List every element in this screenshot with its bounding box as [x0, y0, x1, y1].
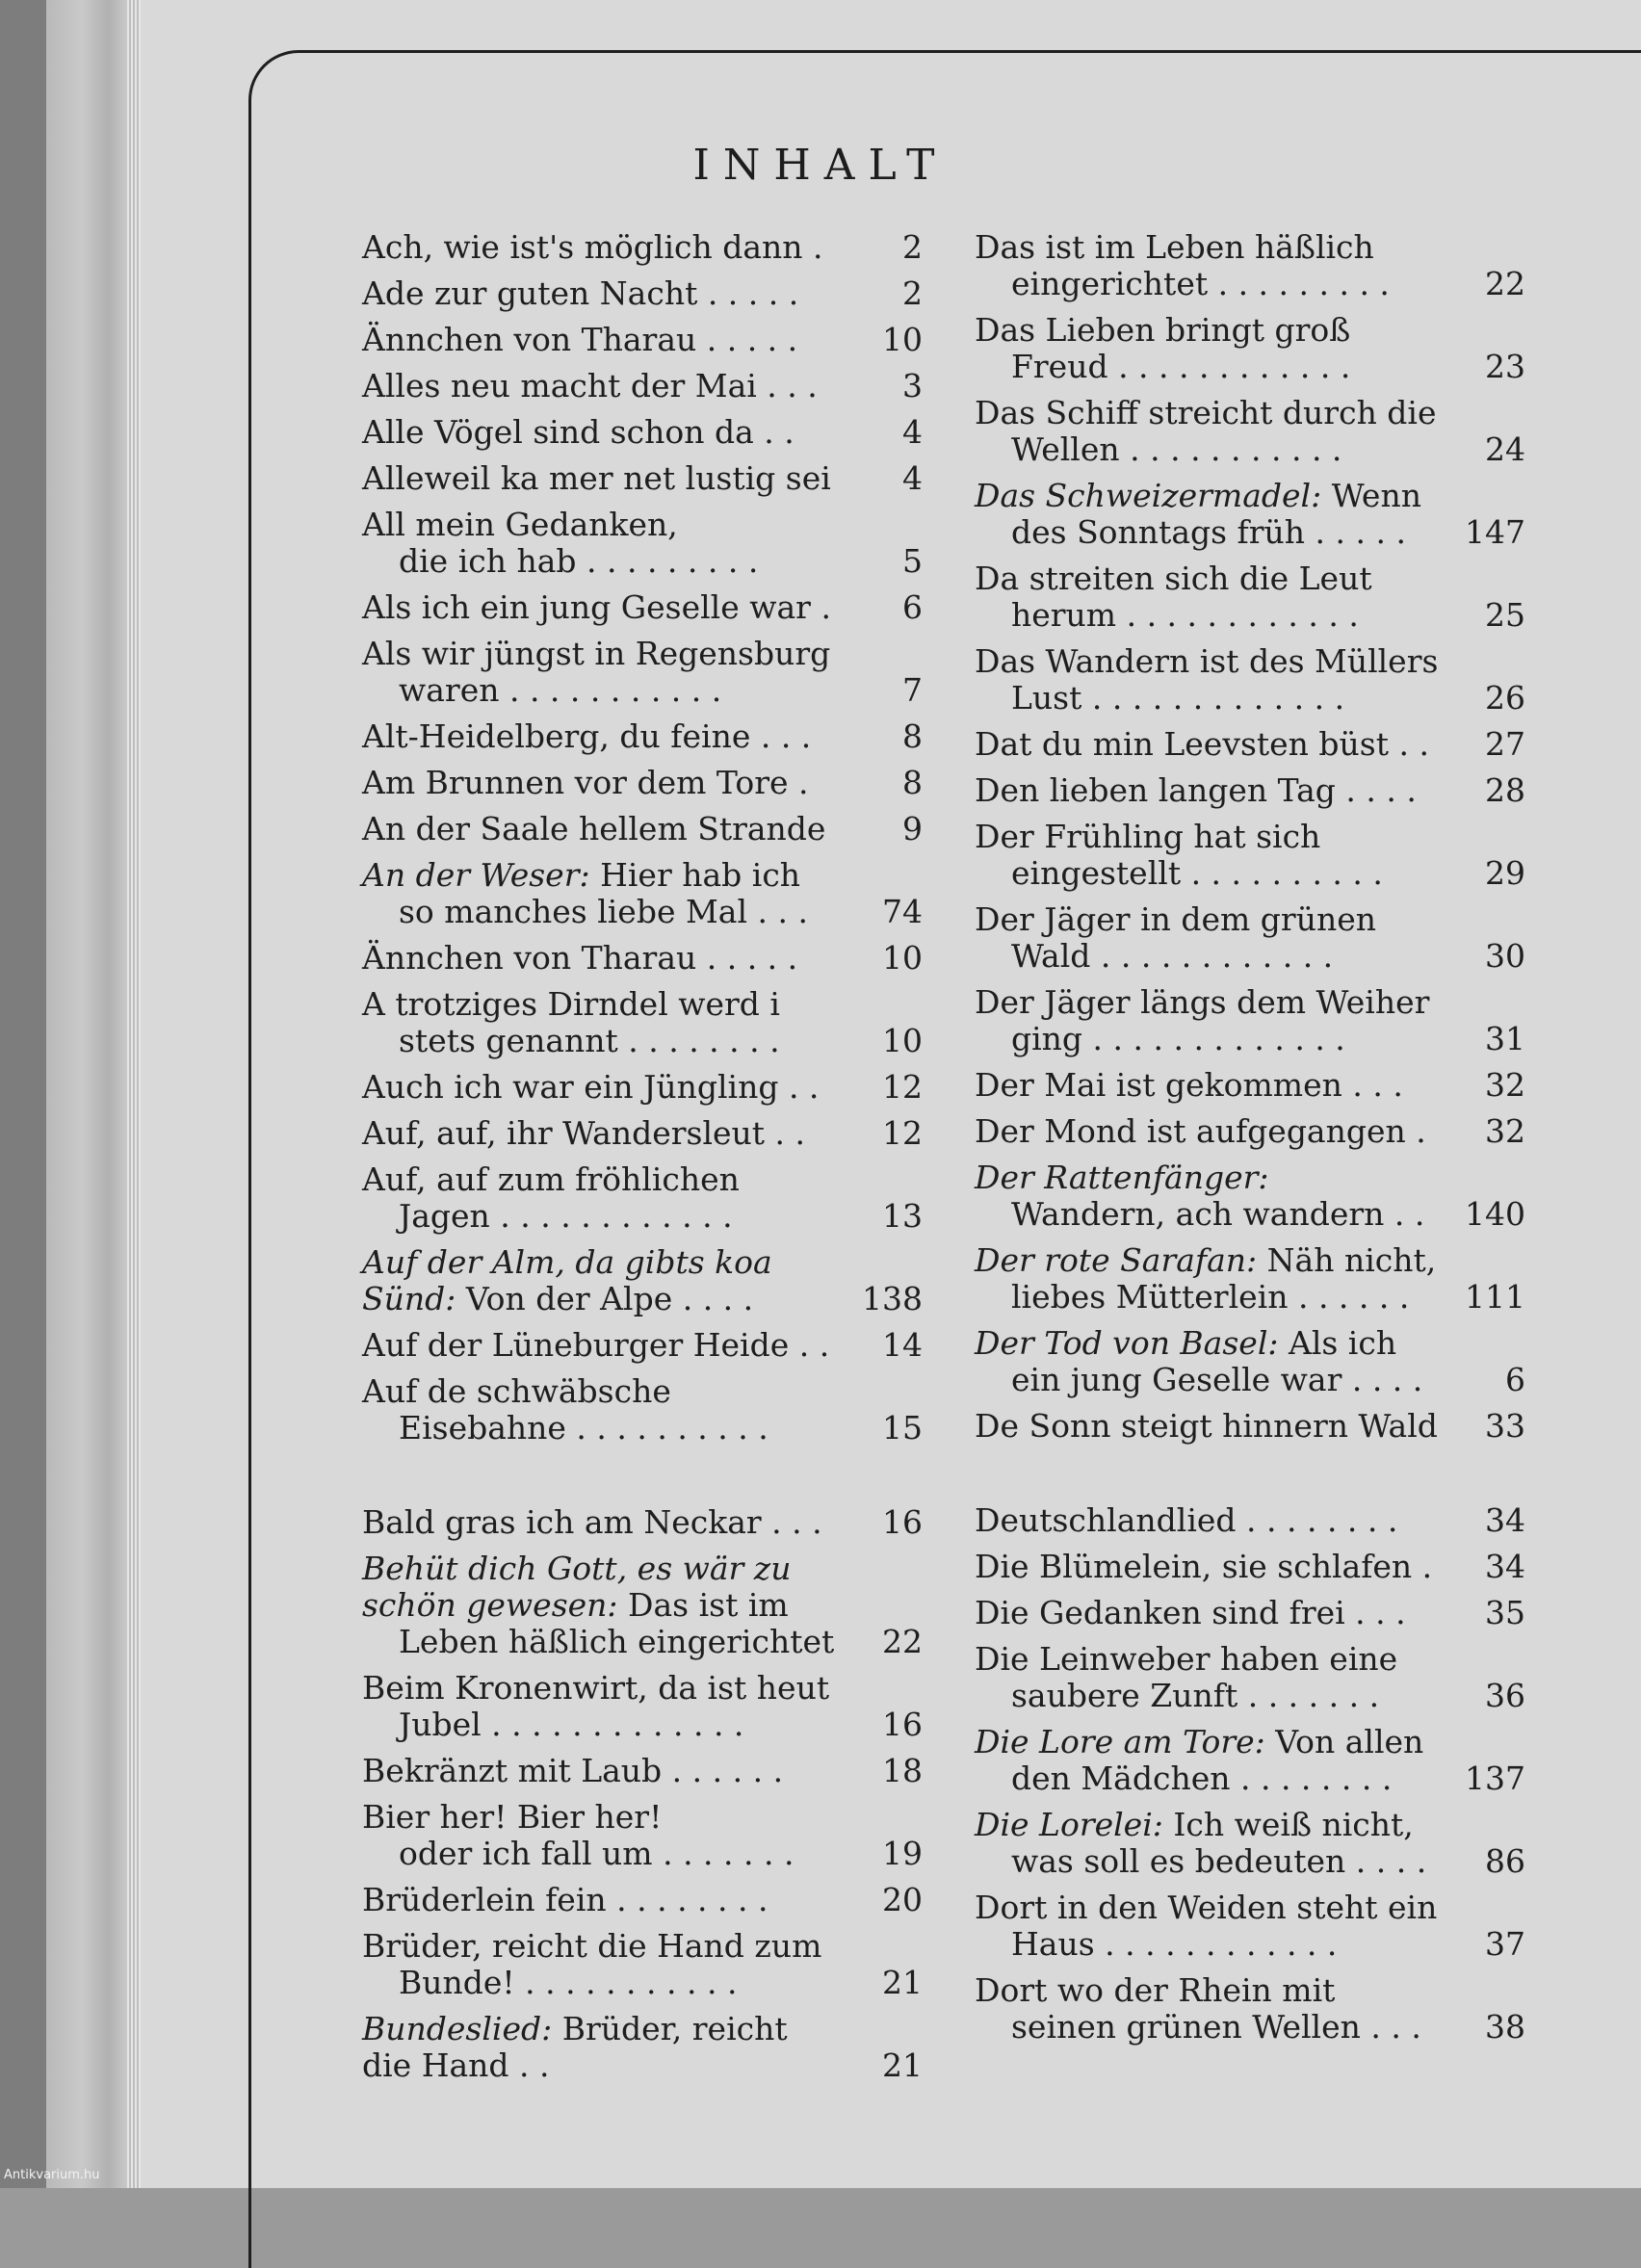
toc-entry	[975, 1807, 1543, 1880]
toc-entry-title: Bald gras ich am Neckar . . .	[362, 1503, 822, 1541]
toc-entry	[362, 1670, 940, 1743]
toc-entry	[975, 1595, 1543, 1631]
book-spine	[0, 0, 46, 2188]
toc-page-number: 111	[1465, 1278, 1525, 1316]
toc-entry	[975, 726, 1543, 763]
toc-entry-title: Ännchen von Tharau . . . . .	[362, 321, 798, 358]
toc-entry-title: Den lieben langen Tag . . . .	[975, 771, 1417, 809]
toc-page-number: 6	[1505, 1361, 1525, 1398]
page-title: INHALT	[692, 141, 949, 190]
page-edges	[127, 0, 141, 2188]
toc-page-number: 31	[1485, 1020, 1525, 1057]
toc-page-number: 26	[1485, 679, 1525, 717]
song-source-title: Die Lore am Tore:	[975, 1723, 1265, 1760]
section-gap	[975, 1454, 1543, 1502]
toc-page-number: 10	[882, 939, 923, 977]
toc-entry-title: Bundeslied: Brüder, reicht die Hand . .	[362, 2010, 788, 2084]
song-source-title: Bundeslied:	[362, 2010, 553, 2047]
toc-entry	[362, 1882, 940, 1918]
toc-page-number: 138	[862, 1280, 923, 1317]
toc-entry-title: Das ist im Leben häßlich eingerichtet . . . . . . . . .	[975, 228, 1390, 302]
toc-entry-title: Alle Vögel sind schon da . .	[362, 413, 794, 451]
watermark: Antikvarium.hu	[4, 2168, 100, 2182]
toc-page-number: 21	[882, 1964, 923, 2001]
toc-entry-title: Behüt dich Gott, es wär zu schön gewesen: Das ist im Leben häßlich eingerichtet	[362, 1550, 835, 1660]
toc-page-number: 29	[1485, 854, 1525, 892]
toc-entry	[362, 1504, 940, 1541]
toc-entry	[362, 636, 940, 709]
toc-page-number: 4	[902, 413, 923, 451]
toc-entry-title: Als ich ein jung Geselle war .	[362, 588, 831, 626]
toc-entry-title: Alt-Heidelberg, du feine . . .	[362, 717, 812, 755]
toc-entry	[362, 1799, 940, 1872]
toc-page-number: 37	[1485, 1925, 1525, 1963]
toc-entry-title: Auf, auf, ihr Wandersleut . .	[362, 1114, 806, 1152]
toc-entry	[362, 368, 940, 404]
toc-page-number: 74	[882, 893, 923, 930]
toc-entry	[362, 857, 940, 930]
toc-entry	[975, 1325, 1543, 1398]
toc-entry-title: Auf de schwäbsche Eisebahne . . . . . . . . . .	[362, 1372, 768, 1447]
toc-entry	[975, 478, 1543, 551]
toc-page-number: 14	[882, 1326, 923, 1364]
toc-entry	[975, 560, 1543, 634]
toc-entry-title: Die Blümelein, sie schlafen .	[975, 1548, 1433, 1585]
toc-page-number: 4	[902, 459, 923, 497]
toc-page-number: 35	[1485, 1594, 1525, 1631]
toc-entry	[975, 1160, 1543, 1233]
toc-entry-title: Dort in den Weiden steht ein Haus . . . . . . . . . . . .	[975, 1889, 1438, 1963]
toc-entry-title: Alleweil ka mer net lustig sei	[362, 459, 831, 497]
toc-page-number: 6	[902, 588, 923, 626]
toc-page-number: 2	[902, 274, 923, 312]
toc-page-number: 16	[882, 1503, 923, 1541]
toc-entry-title: Die Gedanken sind frei . . .	[975, 1594, 1406, 1631]
toc-page-number: 86	[1485, 1842, 1525, 1880]
toc-entry	[975, 312, 1543, 385]
toc-entry	[975, 819, 1543, 892]
toc-entry	[362, 2011, 940, 2084]
toc-entry-title: Bekränzt mit Laub . . . . . .	[362, 1752, 784, 1789]
toc-entry-title: Die Leinweber haben eine saubere Zunft . . . . . . .	[975, 1640, 1398, 1714]
toc-page-number: 33	[1485, 1407, 1525, 1445]
toc-page-number: 38	[1485, 2008, 1525, 2046]
toc-page-number: 5	[902, 542, 923, 580]
toc-entry	[975, 1067, 1543, 1104]
toc-page-number: 27	[1485, 725, 1525, 763]
toc-entry-title: Dat du min Leevsten büst . .	[975, 725, 1429, 763]
toc-page-number: 22	[882, 1623, 923, 1660]
toc-entry	[362, 1244, 940, 1317]
toc-entry-title: Das Wandern ist des Müllers Lust . . . . . . . . . . . . .	[975, 642, 1439, 717]
toc-page-number: 32	[1485, 1112, 1525, 1150]
toc-entry	[362, 322, 940, 358]
toc-entry-title: Der Mai ist gekommen . . .	[975, 1066, 1403, 1104]
book-cover-edge	[46, 0, 135, 2188]
toc-page-number: 19	[882, 1835, 923, 1872]
toc-entry	[975, 1972, 1543, 2046]
toc-page-number: 34	[1485, 1501, 1525, 1539]
toc-page-number: 15	[882, 1409, 923, 1447]
toc-page-number: 8	[902, 764, 923, 801]
toc-entry-title: Der Jäger in dem grünen Wald . . . . . . . . . . . .	[975, 900, 1376, 975]
toc-entry-title: Der Jäger längs dem Weiher ging . . . . . . . . . . . . .	[975, 983, 1430, 1057]
toc-entry	[362, 1069, 940, 1106]
toc-entry-title: Auf der Lüneburger Heide . .	[362, 1326, 830, 1364]
toc-entry	[975, 1549, 1543, 1585]
toc-entry-title: Da streiten sich die Leut herum . . . . . . . . . . . .	[975, 560, 1372, 634]
toc-entry-title: Als wir jüngst in Regensburg waren . . . . . . . . . . .	[362, 635, 831, 709]
toc-entry	[975, 1890, 1543, 1963]
toc-page-number: 22	[1485, 265, 1525, 302]
toc-page-number: 12	[882, 1114, 923, 1152]
song-source-title: Der Rattenfänger:	[975, 1159, 1269, 1196]
section-gap	[362, 1456, 940, 1504]
toc-page-number: 7	[902, 671, 923, 709]
toc-page-number: 3	[902, 367, 923, 404]
toc-entry	[975, 1408, 1543, 1445]
toc-page-number: 13	[882, 1197, 923, 1235]
toc-entry-title: Der Frühling hat sich eingestellt . . . . . . . . . .	[975, 818, 1383, 892]
toc-entry	[362, 765, 940, 801]
toc-entry-title: Ännchen von Tharau . . . . .	[362, 939, 798, 977]
toc-entry	[975, 1724, 1543, 1797]
toc-entry-title: Am Brunnen vor dem Tore .	[362, 764, 809, 801]
toc-entry-title: Brüderlein fein . . . . . . . .	[362, 1881, 768, 1918]
toc-entry-title: Auf, auf zum fröhlichen Jagen . . . . . . . . . . . .	[362, 1160, 740, 1235]
toc-page-number: 21	[882, 2046, 923, 2084]
toc-entry	[362, 507, 940, 580]
toc-entry-title: Alles neu macht der Mai . . .	[362, 367, 818, 404]
toc-page-number: 36	[1485, 1677, 1525, 1714]
toc-page-number: 32	[1485, 1066, 1525, 1104]
toc-entry	[975, 229, 1543, 302]
toc-entry-title: Deutschlandlied . . . . . . . .	[975, 1501, 1398, 1539]
toc-entry-title: Die Lorelei: Ich weiß nicht, was soll es bedeuten . . . .	[975, 1806, 1427, 1880]
toc-page-number: 8	[902, 717, 923, 755]
toc-page-number: 147	[1465, 513, 1525, 551]
toc-page-number: 18	[882, 1752, 923, 1789]
toc-entry	[975, 1113, 1543, 1150]
toc-entry-title: Dort wo der Rhein mit seinen grünen Wellen . . .	[975, 1971, 1421, 2046]
toc-page-number: 34	[1485, 1548, 1525, 1585]
song-source-title: An der Weser:	[362, 856, 590, 894]
toc-entry	[975, 984, 1543, 1057]
toc-entry	[362, 940, 940, 977]
toc-entry	[362, 460, 940, 497]
toc-page-number: 9	[902, 810, 923, 847]
song-source-title: Der rote Sarafan:	[975, 1241, 1258, 1279]
toc-page-number: 30	[1485, 937, 1525, 975]
toc-entry-title: An der Saale hellem Strande	[362, 810, 826, 847]
toc-page-number: 10	[882, 1022, 923, 1059]
toc-entry-title: Der Rattenfänger: Wandern, ach wandern . .	[975, 1159, 1425, 1233]
toc-page-number: 140	[1465, 1195, 1525, 1233]
toc-entry	[362, 1115, 940, 1152]
toc-entry	[362, 275, 940, 312]
toc-entry-title: All mein Gedanken, die ich hab . . . . . . . . .	[362, 506, 759, 580]
toc-entry-title: Der Mond ist aufgegangen .	[975, 1112, 1426, 1150]
toc-page-number: 20	[882, 1881, 923, 1918]
toc-entry	[975, 1641, 1543, 1714]
toc-entry	[362, 986, 940, 1059]
toc-entry-title: Bier her! Bier her! oder ich fall um . . . . . . .	[362, 1798, 794, 1872]
toc-column-left	[362, 229, 940, 2094]
toc-entry-title: De Sonn steigt hinnern Wald	[975, 1407, 1438, 1445]
toc-entry-title: Das Schweizermadel: Wenn des Sonntags früh . . . . .	[975, 477, 1421, 551]
toc-entry	[362, 811, 940, 847]
song-source-title: Das Schweizermadel:	[975, 477, 1322, 514]
toc-entry	[975, 643, 1543, 717]
toc-entry-title: Auf der Alm, da gibts koa Sünd: Von der Alpe . . . .	[362, 1243, 772, 1317]
toc-entry-title: Ach, wie ist's möglich dann .	[362, 228, 823, 266]
toc-entry-title: Brüder, reicht die Hand zum Bunde! . . . . . . . . . . .	[362, 1927, 822, 2001]
toc-entry	[975, 1242, 1543, 1316]
toc-page-number: 28	[1485, 771, 1525, 809]
song-source-title: Der Tod von Basel:	[975, 1324, 1279, 1362]
toc-entry	[362, 718, 940, 755]
toc-entry-title: Das Lieben bringt groß Freud . . . . . . . . . . . .	[975, 311, 1351, 385]
song-source-title: Auf der Alm, da gibts koa Sünd:	[362, 1243, 772, 1317]
song-source-title: Die Lorelei:	[975, 1806, 1163, 1843]
toc-page-number: 12	[882, 1068, 923, 1106]
toc-entry	[975, 395, 1543, 468]
toc-entry	[362, 1753, 940, 1789]
toc-page-number: 16	[882, 1706, 923, 1743]
song-source-title: Behüt dich Gott, es wär zu schön gewesen:	[362, 1550, 792, 1624]
toc-entry-title: Der rote Sarafan: Näh nicht, liebes Mütterlein . . . . . .	[975, 1241, 1437, 1316]
toc-entry	[362, 589, 940, 626]
toc-page-number: 23	[1485, 348, 1525, 385]
toc-entry	[362, 1373, 940, 1447]
toc-entry-title: Auch ich war ein Jüngling . .	[362, 1068, 820, 1106]
toc-entry	[362, 1928, 940, 2001]
toc-entry-title: Beim Kronenwirt, da ist heut Jubel . . . . . . . . . . . . .	[362, 1669, 830, 1743]
toc-entry	[362, 1327, 940, 1364]
toc-entry-title: Das Schiff streicht durch die Wellen . . . . . . . . . . .	[975, 394, 1437, 468]
toc-entry	[975, 772, 1543, 809]
toc-entry-title: Ade zur guten Nacht . . . . .	[362, 274, 799, 312]
toc-entry-title: An der Weser: Hier hab ich so manches liebe Mal . . .	[362, 856, 808, 930]
toc-entry	[362, 1161, 940, 1235]
toc-entry	[362, 1551, 940, 1660]
toc-page-number: 2	[902, 228, 923, 266]
toc-entry-title: Die Lore am Tore: Von allen den Mädchen . . . . . . . .	[975, 1723, 1424, 1797]
toc-column-right	[975, 229, 1543, 2055]
toc-page-number: 137	[1465, 1760, 1525, 1797]
toc-page-number: 25	[1485, 596, 1525, 634]
toc-entry	[362, 414, 940, 451]
toc-entry-title: A trotziges Dirndel werd i stets genannt . . . . . . . .	[362, 985, 780, 1059]
toc-entry	[975, 901, 1543, 975]
toc-entry	[362, 229, 940, 266]
toc-page-number: 24	[1485, 430, 1525, 468]
toc-page-number: 10	[882, 321, 923, 358]
toc-entry	[975, 1502, 1543, 1539]
toc-entry-title: Der Tod von Basel: Als ich ein jung Geselle war . . . .	[975, 1324, 1423, 1398]
